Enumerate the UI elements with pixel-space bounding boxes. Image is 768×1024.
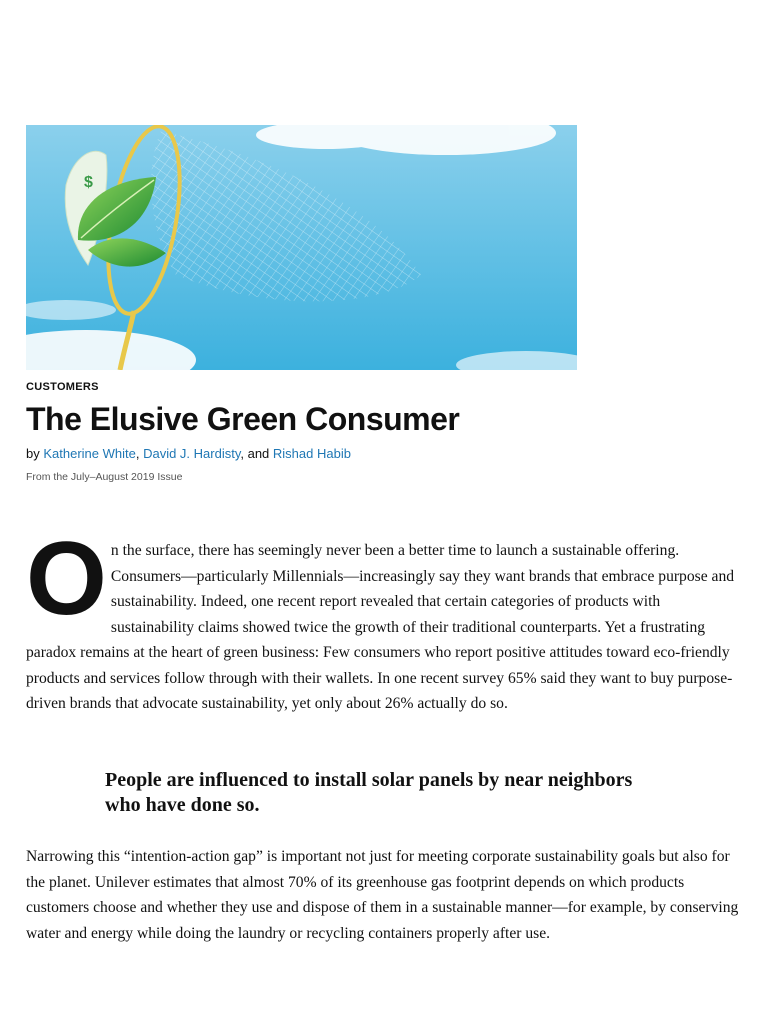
byline-separator: , (135, 446, 144, 461)
category-label[interactable]: CUSTOMERS (26, 381, 99, 393)
byline-separator: , and (240, 446, 273, 461)
byline-prefix: by (26, 446, 44, 461)
paragraph-1 (26, 521, 746, 717)
author-link-katherine-white[interactable]: Katherine White (43, 446, 136, 461)
pull-quote: People are influenced to install solar panels by near neighbors who have done so. (105, 769, 633, 816)
author-link-david-hardisty[interactable]: David J. Hardisty (143, 446, 241, 461)
drop-cap: O (26, 521, 107, 637)
hero-illustration (26, 125, 577, 370)
issue-info: From the July–August 2019 Issue (26, 471, 183, 483)
paragraph-2: Narrowing this “intention-action gap” is important not just for meeting corporate sustainability goals but also for the planet. Unilever estimates that almost 70% of its greenhouse gas footprint depends on which products customers choose and whether they use and dispose of them in a sustainable manner—for example, by conserving water and energy while doing the laundry or recycling containers properly after use. (26, 848, 739, 942)
article-title: The Elusive Green Consumer (26, 401, 460, 437)
paragraph-1-text: n the surface, there has seemingly never been a better time to launch a sustainable offering. Consumers—particularly Millennials—increasingly say they want brands that embrace purpose and sustainability. Indeed, one recent report revealed that certain categories of products with sustainability claims showed twice the growth of their traditional counterparts. Yet a frustrating paradox remains at the heart of green business: Few consumers who report positive attitudes toward eco-friendly products and services follow through with their wallets. In one recent survey 65% said they want to buy purpose-driven brands that advocate sustainability, yet only about 26% actually do so. (26, 542, 735, 712)
author-link-rishad-habib[interactable]: Rishad Habib (272, 446, 351, 461)
dollar-symbol: $ (84, 174, 93, 191)
byline (26, 446, 351, 461)
